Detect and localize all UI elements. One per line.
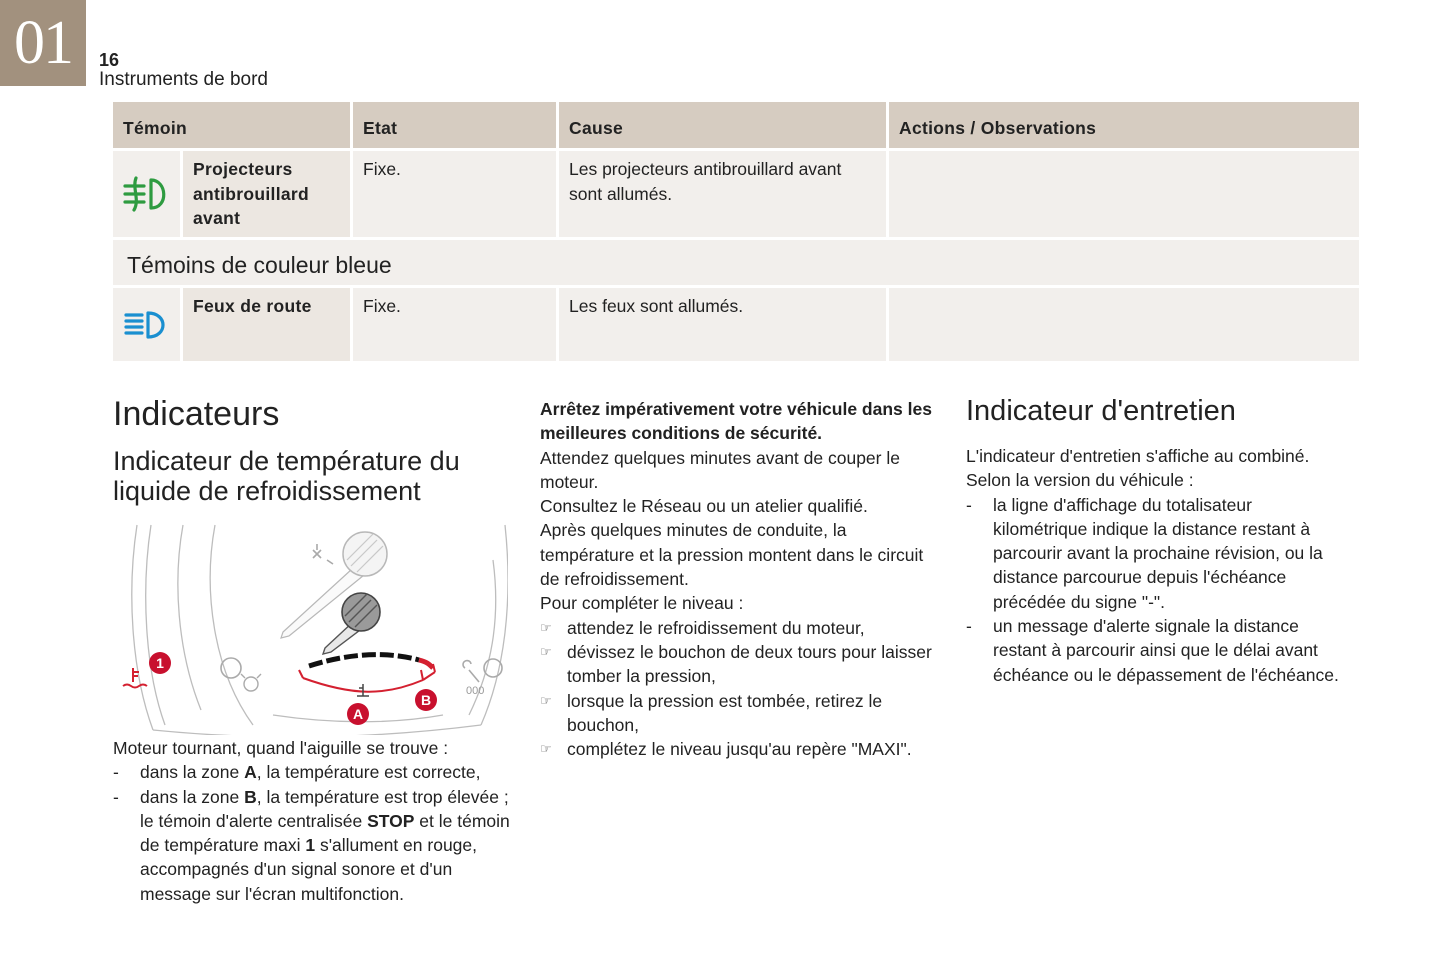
zone-label: A xyxy=(244,762,257,783)
list-text: attendez le refroidissement du moteur, xyxy=(567,617,865,638)
list-text: , la température est correcte, xyxy=(256,762,481,783)
callout-a xyxy=(347,703,369,725)
column-header: Témoin xyxy=(113,102,353,151)
list-text: s'allument en rouge, accompagnés d'un signal sonore et d'un message sur l'écran multifonction. xyxy=(140,835,478,904)
paragraph: Attendez quelques minutes avant de couper le moteur. xyxy=(540,447,900,492)
callout-1 xyxy=(149,652,171,674)
warning-light-name: Feux de route xyxy=(183,288,353,364)
paragraph: Consultez le Réseau ou un atelier qualifié. xyxy=(540,496,868,517)
list-item xyxy=(540,616,936,640)
dash-marker: - xyxy=(113,762,119,783)
odometer-readout: 000 xyxy=(466,685,485,697)
wrench-icon xyxy=(463,661,479,682)
actions-cell xyxy=(889,288,1359,364)
list-text: , la température est trop élevée ; le témoin d'alerte centralisée xyxy=(140,786,509,831)
svg-text:A: A xyxy=(352,706,364,722)
svg-text:1: 1 xyxy=(156,655,164,671)
warning-lights-table xyxy=(113,102,1359,364)
list-text: et le témoin de température maxi xyxy=(140,810,510,856)
gauge-scale-red xyxy=(419,660,433,668)
coolant-gauge-illustration xyxy=(113,520,508,735)
list-text: la ligne d'affichage du totalisateur kilométrique indique la distance restant à parcourir avant la prochaine révision, ou la distance parcourue depuis l'échéance précédée du signe "-". xyxy=(993,494,1323,612)
section-title: Instruments de bord xyxy=(99,69,268,90)
list-item xyxy=(540,689,936,738)
chapter-tab: 01 xyxy=(0,0,86,86)
paragraph: L'indicateur d'entretien s'affiche au combiné. xyxy=(966,446,1310,466)
row-icon-cell xyxy=(113,288,183,364)
list-text: dans la zone xyxy=(140,762,245,783)
column-header: Cause xyxy=(559,102,889,151)
paragraph: Pour compléter le niveau : xyxy=(540,593,744,614)
dash-marker: - xyxy=(113,786,119,807)
callout-b xyxy=(415,689,437,711)
page-number: 16 xyxy=(99,50,120,70)
list-text: dans la zone xyxy=(140,786,245,807)
paragraph: Après quelques minutes de conduite, la température et la pression montent dans le circuit de refroidissement. xyxy=(540,520,924,590)
coolant-procedure xyxy=(540,397,936,761)
column-header: Actions / Observations xyxy=(889,102,1359,151)
list-item xyxy=(966,493,1346,614)
svg-text:B: B xyxy=(420,692,432,708)
pointing-hand-icon: ☞ xyxy=(540,619,552,635)
gauge-scale-black xyxy=(309,655,419,666)
dash-marker: - xyxy=(966,494,972,515)
row-icon-cell xyxy=(113,151,183,240)
cause-cell: Les feux sont allumés. xyxy=(559,288,889,364)
table-row xyxy=(113,288,1359,364)
state-cell: Fixe. xyxy=(353,288,559,364)
state-cell: Fixe. xyxy=(353,151,559,240)
zone-label: B xyxy=(244,786,257,807)
reference-label: 1 xyxy=(305,835,316,856)
warning-light-name: Projecteurs antibrouillard avant xyxy=(183,151,353,240)
list-text: dévissez le bouchon de deux tours pour laisser tomber la pression, xyxy=(567,641,932,687)
dash-marker: - xyxy=(966,616,972,637)
maintenance-indicator-title: Indicateur d'entretien xyxy=(966,395,1236,427)
engine-icon xyxy=(241,674,261,691)
blue-lights-band: Témoins de couleur bleue xyxy=(113,240,1359,288)
actions-cell xyxy=(889,151,1359,240)
stop-label: STOP xyxy=(367,810,415,831)
list-text: complétez le niveau jusqu'au repère "MAXI". xyxy=(567,739,912,760)
column-header: Etat xyxy=(353,102,559,151)
cause-cell: Les projecteurs antibrouillard avant sont allumés. xyxy=(559,151,889,240)
pointing-hand-icon: ☞ xyxy=(540,692,552,708)
indicators-title: Indicateurs xyxy=(113,395,280,433)
list-text: un message d'alerte signale la distance restant à parcourir ainsi que le délai avant échéance ou le dépassement de l'échéance. xyxy=(993,616,1339,685)
maintenance-description xyxy=(966,444,1346,687)
coolant-temperature-subtitle: Indicateur de température du liquide de refroidissement xyxy=(113,446,460,506)
temperature-symbol-icon xyxy=(357,684,369,696)
table-header-row xyxy=(113,102,1359,151)
coolant-warning-icon xyxy=(123,668,147,688)
list-item xyxy=(966,614,1346,687)
pointing-hand-icon: ☞ xyxy=(540,741,552,757)
paragraph: Selon la version du véhicule : xyxy=(966,470,1194,491)
list-text: lorsque la pression est tombée, retirez le bouchon, xyxy=(567,690,883,735)
list-item xyxy=(540,737,936,761)
fan-icon xyxy=(313,544,333,564)
high-beam-icon xyxy=(122,308,172,342)
list-item xyxy=(540,640,936,689)
list-item xyxy=(113,785,513,906)
safety-warning: Arrêtez impérativement votre véhicule dans les meilleures conditions de sécurité. xyxy=(540,399,932,444)
list-item xyxy=(113,760,513,784)
front-fog-light-icon xyxy=(121,174,173,214)
pointing-hand-icon: ☞ xyxy=(540,643,552,659)
gauge-description xyxy=(113,736,513,906)
table-row xyxy=(113,151,1359,240)
gauge-intro: Moteur tournant, quand l'aiguille se trouve : xyxy=(113,738,449,758)
